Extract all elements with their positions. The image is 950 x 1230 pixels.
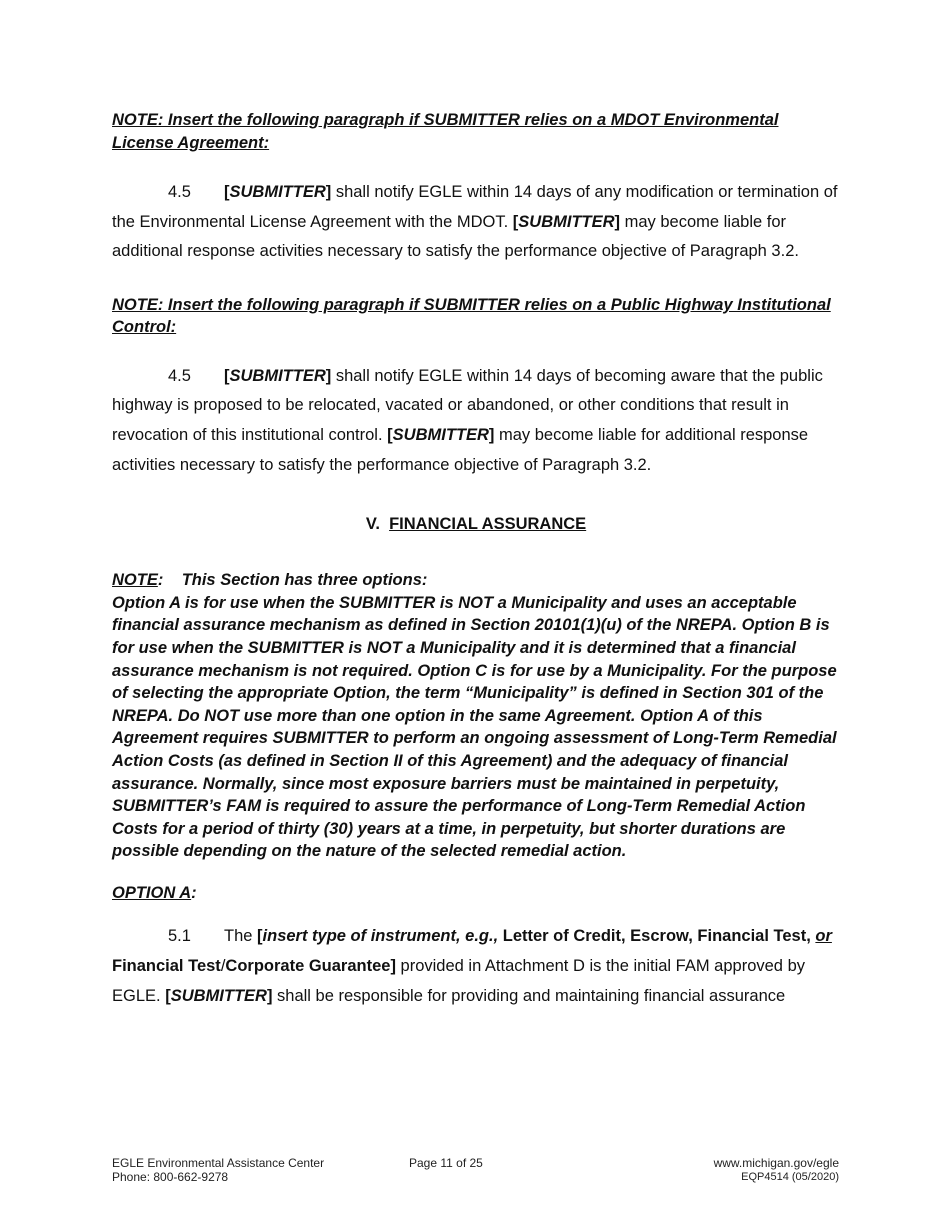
- page-content: [112, 109, 840, 1011]
- note-mdot: NOTE: Insert the following paragraph if SUBMITTER relies on a MDOT Environmental License Agreement:: [112, 111, 779, 152]
- footer-page-number: Page 11 of 25: [409, 1156, 483, 1170]
- footer-contact: [112, 1156, 324, 1184]
- note-label: NOTE: [112, 571, 158, 590]
- submitter-placeholder: SUBMITTER: [170, 986, 267, 1005]
- paragraph-4-5-highway: 4.5 [SUBMITTER] shall notify EGLE within 14 days of becoming aware that the public highway is proposed to be relocated, vacated or abandoned, or other conditions that result in revocation of this institutional control. [SUBMITTER] may become liable for additional response activities necessary to satisfy the performance objective of Paragraph 3.2.: [112, 362, 840, 480]
- footer-web: [714, 1156, 839, 1184]
- instrument-placeholder: insert type of instrument, e.g.,: [262, 927, 499, 946]
- section-number: V.: [365, 515, 380, 534]
- footer-phone: Phone: 800-662-9278: [112, 1170, 229, 1184]
- submitter-placeholder: SUBMITTER: [392, 425, 489, 444]
- footer-form-number: EQP4514 (05/2020): [741, 1171, 839, 1183]
- note-intro: This Section has three options:: [181, 571, 428, 590]
- paragraph-number: 4.5: [168, 183, 191, 201]
- section-heading: [112, 513, 840, 535]
- note-body: Option A is for use when the SUBMITTER is NOT a Municipality and uses an acceptable financial assurance mechanism as defined in Section 20101(1)(u) of the NREPA. Option B is for use when the SUBMITTER is NOT a Municipality and it is determined that a financial assurance mechanism is not required. Option C is for use by a Municipality. For the purpose of selecting the appropriate Option, the term “Municipality” is defined in Section 301 of the NREPA. Do NOT use more than one option in the same Agreement. Option A of this Agreement requires SUBMITTER to perform an ongoing assessment of Long-Term Remedial Action Costs (as defined in Section II of this Agreement) and the adequacy of financial assurance. Normally, since most exposure barriers must be maintained in perpetuity, SUBMITTER’s FAM is required to assure the performance of Long-Term Remedial Action Costs for a period of thirty (30) years at a time, in perpetuity, but shorter durations are possible depending on the nature of the selected remedial action.: [112, 593, 837, 861]
- option-a-label: OPTION A:: [112, 883, 197, 902]
- submitter-placeholder: SUBMITTER: [229, 366, 326, 385]
- footer-url[interactable]: www.michigan.gov/egle: [713, 1156, 839, 1170]
- section-title: FINANCIAL ASSURANCE: [389, 515, 587, 534]
- financial-assurance-note: NOTE: This Section has three options: Option A is for use when the SUBMITTER is NOT a Municipality and uses an acceptable financial assurance mechanism as defined in Section 20101(1)(u) of the NREPA. Option B is for use when the SUBMITTER is NOT a Municipality and it is determined that a financial assurance mechanism is not required. Option C is for use by a Municipality. For the purpose of selecting the appropriate Option, the term “Municipality” is defined in Section 301 of the NREPA. Do NOT use more than one option in the same Agreement. Option A of this Agreement requires SUBMITTER to perform an ongoing assessment of Long-Term Remedial Action Costs (as defined in Section II of this Agreement) and the adequacy of financial assurance. Normally, since most exposure barriers must be maintained in perpetuity, SUBMITTER’s FAM is required to assure the performance of Long-Term Remedial Action Costs for a period of thirty (30) years at a time, in perpetuity, but shorter durations are possible depending on the nature of the selected remedial action.: [112, 571, 837, 861]
- paragraph-5-1: 5.1 The [insert type of instrument, e.g., Letter of Credit, Escrow, Financial Test, or Financial Test/Corporate Guarantee] provided in Attachment D is the initial FAM approved by EGLE. [SUBMITTER] shall be responsible for providing and maintaining financial assurance: [112, 922, 840, 1011]
- paragraph-number: 4.5: [168, 366, 191, 385]
- footer-org: EGLE Environmental Assistance Center: [112, 1156, 325, 1170]
- note-public-highway: NOTE: Insert the following paragraph if SUBMITTER relies on a Public Highway Institutional Control:: [112, 295, 831, 337]
- submitter-placeholder: SUBMITTER: [518, 212, 615, 231]
- submitter-placeholder: SUBMITTER: [229, 183, 326, 201]
- paragraph-number: 5.1: [168, 927, 191, 946]
- paragraph-4-5-mdot: 4.5 [SUBMITTER] shall notify EGLE within 14 days of any modification or termination of the Environmental License Agreement with the MDOT. [SUBMITTER] may become liable for additional response activities necessary to satisfy the performance objective of Paragraph 3.2.: [112, 178, 840, 267]
